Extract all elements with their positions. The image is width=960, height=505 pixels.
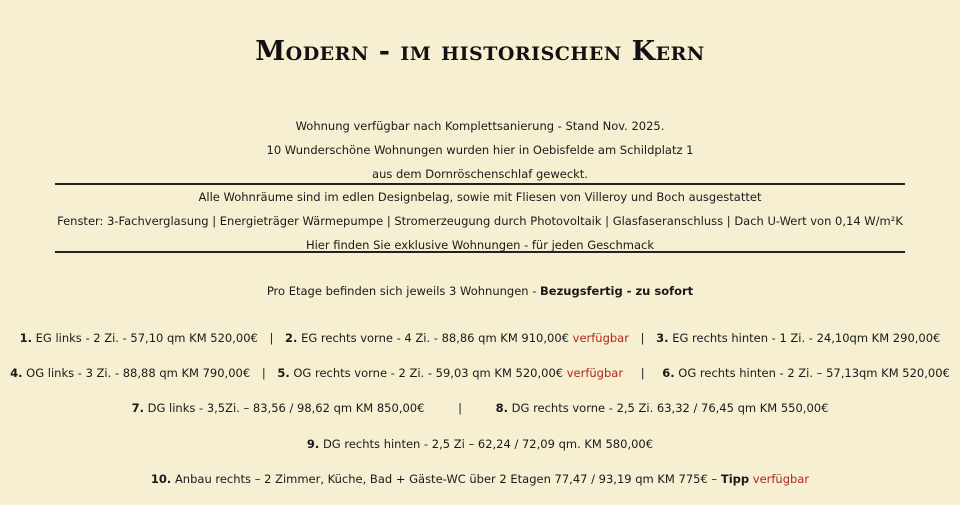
unit-8: 8. DG rechts vorne - 2,5 Zi. 63,32 / 76,45 qm KM 550,00€: [495, 401, 829, 415]
unit-row-5: [0, 472, 960, 486]
unit-10: 10. Anbau rechts – 2 Zimmer, Küche, Bad + Gäste-WC über 2 Etagen 77,47 / 93,19 qm KM 775€ – Tipp verfügbar: [150, 472, 810, 486]
features-line-1: Alle Wohnräume sind im edlen Designbelag, sowie mit Fliesen von Villeroy und Boch ausgestattet: [198, 190, 762, 204]
unit-4: 4. OG links - 3 Zi. - 88,88 qm KM 790,00€: [10, 366, 251, 380]
features-line-3: Hier finden Sie exklusive Wohnungen - für jeden Geschmack: [305, 238, 655, 252]
unit-1: 1. EG links - 2 Zi. - 57,10 qm KM 520,00€: [19, 331, 258, 345]
unit-row-2: [0, 366, 960, 380]
unit-5: 5. OG rechts vorne - 2 Zi. - 59,03 qm KM 520,00€ verfügbar: [277, 366, 624, 380]
unit-7: 7. DG links - 3,5Zi. – 83,56 / 98,62 qm KM 850,00€: [131, 401, 425, 415]
intro-line-1: Wohnung verfügbar nach Komplettsanierung - Stand Nov. 2025.: [295, 119, 665, 133]
floor-info: [0, 284, 960, 298]
floor-info-text: Pro Etage befinden sich jeweils 3 Wohnungen -: [266, 284, 541, 298]
divider-top: [55, 183, 905, 185]
available-badge: verfügbar: [572, 331, 629, 345]
intro-line-3: aus dem Dornröschenschlaf geweckt.: [372, 167, 588, 181]
unit-3: 3. EG rechts hinten - 1 Zi. - 24,10qm KM 290,00€: [656, 331, 941, 345]
page-title: Modern - im historischen Kern: [255, 36, 705, 67]
separator: |: [261, 366, 266, 380]
separator: |: [458, 401, 462, 415]
floor-info-bold: Bezugsfertig - zu sofort: [540, 284, 694, 298]
divider-bottom: [55, 251, 905, 253]
unit-9: 9. DG rechts hinten - 2,5 Zi – 62,24 / 72,09 qm. KM 580,00€: [306, 437, 654, 451]
unit-row-1: [0, 331, 960, 345]
available-badge: verfügbar: [566, 366, 624, 380]
separator: |: [640, 366, 645, 380]
available-badge: verfügbar: [752, 472, 810, 486]
features-line-2: Fenster: 3-Fachverglasung | Energieträger Wärmepumpe | Stromerzeugung durch Photovoltaik | Glasfaseranschluss | Dach U-Wert von 0,14 W/m²K: [57, 214, 903, 228]
unit-row-3: [0, 401, 960, 415]
separator: |: [640, 331, 645, 345]
intro-line-2: 10 Wunderschöne Wohnungen wurden hier in Oebisfelde am Schildplatz 1: [266, 143, 694, 157]
unit-6: 6. OG rechts hinten - 2 Zi. – 57,13qm KM 520,00€: [662, 366, 950, 380]
unit-2: 2. EG rechts vorne - 4 Zi. - 88,86 qm KM 910,00€ verfügbar: [285, 331, 629, 345]
separator: |: [269, 331, 274, 345]
unit-row-4: [0, 437, 960, 451]
